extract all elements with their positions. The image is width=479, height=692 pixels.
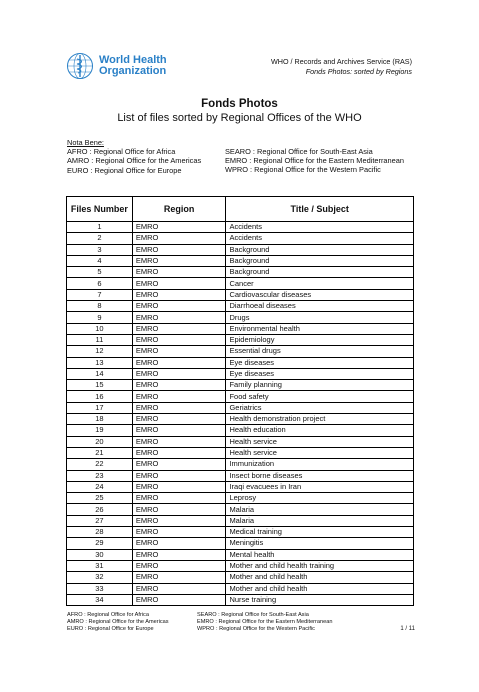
region-cell: EMRO (132, 312, 226, 323)
table-row (67, 334, 414, 345)
table-body (67, 222, 414, 606)
table-row (67, 368, 414, 379)
table-row (67, 538, 414, 549)
region-cell: EMRO (132, 334, 226, 345)
region-cell: EMRO (132, 222, 226, 233)
table-row (67, 244, 414, 255)
region-cell: EMRO (132, 470, 226, 481)
document-subheading: Fonds Photos: sorted by Regions (305, 67, 412, 76)
title-cell: Malaria (226, 504, 414, 515)
title-cell: Iraqi evacuees in Iran (226, 481, 414, 492)
file-number-cell: 19 (67, 425, 133, 436)
org-name-line1: World Health (99, 54, 167, 66)
file-number-cell: 22 (67, 459, 133, 470)
table-row (67, 425, 414, 436)
footer-entry: WPRO : Regional Office for the Western Pacific (197, 626, 315, 632)
region-cell: EMRO (132, 504, 226, 515)
region-cell: EMRO (132, 301, 226, 312)
region-cell: EMRO (132, 391, 226, 402)
file-number-cell: 8 (67, 301, 133, 312)
table-row (67, 493, 414, 504)
file-number-cell: 12 (67, 346, 133, 357)
table-row (67, 481, 414, 492)
title-cell: Malaria (226, 515, 414, 526)
region-cell: EMRO (132, 515, 226, 526)
region-cell: EMRO (132, 346, 226, 357)
file-number-cell: 14 (67, 368, 133, 379)
region-cell: EMRO (132, 323, 226, 334)
table-row (67, 323, 414, 334)
file-number-cell: 23 (67, 470, 133, 481)
file-number-cell: 21 (67, 447, 133, 458)
footer-entry: AFRO : Regional Office for Africa (67, 612, 149, 618)
title-cell: Essential drugs (226, 346, 414, 357)
table-row (67, 267, 414, 278)
file-number-cell: 20 (67, 436, 133, 447)
region-cell: EMRO (132, 368, 226, 379)
who-emblem-icon (66, 52, 94, 80)
title-cell: Eye diseases (226, 368, 414, 379)
title-cell: Cancer (226, 278, 414, 289)
table-row (67, 527, 414, 538)
file-number-cell: 11 (67, 334, 133, 345)
title-cell: Accidents (226, 233, 414, 244)
file-number-cell: 34 (67, 594, 133, 605)
title-cell: Accidents (226, 222, 414, 233)
table-row (67, 357, 414, 368)
region-cell: EMRO (132, 289, 226, 300)
file-number-cell: 4 (67, 255, 133, 266)
title-cell: Insect borne diseases (226, 470, 414, 481)
file-number-cell: 30 (67, 549, 133, 560)
table-row (67, 346, 414, 357)
nota-bene-entry: AFRO : Regional Office for Africa (67, 147, 176, 157)
file-number-cell: 15 (67, 380, 133, 391)
page-title: Fonds Photos (201, 98, 278, 110)
file-number-cell: 32 (67, 572, 133, 583)
title-cell: Medical training (226, 527, 414, 538)
table-row (67, 436, 414, 447)
file-number-cell: 25 (67, 493, 133, 504)
region-cell: EMRO (132, 459, 226, 470)
region-cell: EMRO (132, 572, 226, 583)
header-title: Title / Subject (226, 197, 414, 222)
region-cell: EMRO (132, 527, 226, 538)
org-name-line2: Organization (99, 65, 167, 77)
region-cell: EMRO (132, 493, 226, 504)
region-cell: EMRO (132, 255, 226, 266)
title-cell: Immunization (226, 459, 414, 470)
header-files-number: Files Number (67, 197, 133, 222)
table-row (67, 560, 414, 571)
title-cell: Health education (226, 425, 414, 436)
region-cell: EMRO (132, 380, 226, 391)
region-cell: EMRO (132, 278, 226, 289)
page-subtitle: List of files sorted by Regional Offices of the WHO (117, 112, 362, 124)
title-cell: Meningitis (226, 538, 414, 549)
region-cell: EMRO (132, 414, 226, 425)
file-number-cell: 24 (67, 481, 133, 492)
table-row (67, 222, 414, 233)
footer-legend-left (67, 612, 169, 633)
region-cell: EMRO (132, 244, 226, 255)
nota-bene-entry: EURO : Regional Office for Europe (67, 165, 182, 175)
file-number-cell: 31 (67, 560, 133, 571)
title-cell: Diarrhoeal diseases (226, 301, 414, 312)
title-cell: Mother and child health (226, 572, 414, 583)
file-number-cell: 29 (67, 538, 133, 549)
title-cell: Family planning (226, 380, 414, 391)
title-cell: Leprosy (226, 493, 414, 504)
nota-bene-entry: SEARO : Regional Office for South-East Asia (225, 147, 373, 156)
title-cell: Mother and child health training (226, 560, 414, 571)
table-row (67, 504, 414, 515)
nota-bene-label: Nota Bene: (67, 138, 104, 147)
table-row (67, 301, 414, 312)
file-number-cell: 18 (67, 414, 133, 425)
nota-bene-entry: EMRO : Regional Office for the Eastern Mediterranean (225, 156, 404, 166)
file-number-cell: 27 (67, 515, 133, 526)
table-row (67, 255, 414, 266)
region-cell: EMRO (132, 357, 226, 368)
table-row (67, 233, 414, 244)
table-row (67, 583, 414, 594)
file-number-cell: 33 (67, 583, 133, 594)
table-row (67, 289, 414, 300)
region-cell: EMRO (132, 436, 226, 447)
title-cell: Health service (226, 436, 414, 447)
files-table (66, 196, 414, 606)
table-row (67, 459, 414, 470)
footer-legend-right (197, 612, 332, 633)
service-name: WHO / Records and Archives Service (RAS) (271, 57, 412, 66)
file-number-cell: 3 (67, 244, 133, 255)
who-logo (66, 52, 167, 80)
table-row (67, 391, 414, 402)
file-number-cell: 9 (67, 312, 133, 323)
region-cell: EMRO (132, 583, 226, 594)
region-cell: EMRO (132, 481, 226, 492)
region-cell: EMRO (132, 267, 226, 278)
region-cell: EMRO (132, 402, 226, 413)
nota-bene-entry: AMRO : Regional Office for the Americas (67, 156, 202, 166)
region-cell: EMRO (132, 425, 226, 436)
title-cell: Cardiovascular diseases (226, 289, 414, 300)
region-cell: EMRO (132, 447, 226, 458)
footer-entry: EMRO : Regional Office for the Eastern Mediterranean (197, 619, 333, 625)
document-header (271, 57, 412, 77)
file-number-cell: 10 (67, 323, 133, 334)
nota-bene-entry: WPRO : Regional Office for the Western Pacific (225, 165, 381, 175)
nota-bene-right (225, 147, 404, 175)
file-number-cell: 28 (67, 527, 133, 538)
title-cell: Drugs (226, 312, 414, 323)
title-cell: Background (226, 244, 414, 255)
title-cell: Background (226, 267, 414, 278)
table-row (67, 380, 414, 391)
title-cell: Eye diseases (226, 357, 414, 368)
table-row (67, 470, 414, 481)
file-number-cell: 7 (67, 289, 133, 300)
file-number-cell: 16 (67, 391, 133, 402)
page-number: 1 / 11 (400, 626, 415, 632)
file-number-cell: 13 (67, 357, 133, 368)
title-cell: Health demonstration project (226, 414, 414, 425)
title-cell: Health service (226, 447, 414, 458)
file-number-cell: 2 (67, 233, 133, 244)
region-cell: EMRO (132, 594, 226, 605)
table-row (67, 312, 414, 323)
title-cell: Food safety (226, 391, 414, 402)
table-row (67, 594, 414, 605)
region-cell: EMRO (132, 549, 226, 560)
table-row (67, 414, 414, 425)
table-row (67, 447, 414, 458)
title-cell: Mental health (226, 549, 414, 560)
title-cell: Mother and child health (226, 583, 414, 594)
footer-entry: AMRO : Regional Office for the Americas (67, 619, 169, 625)
file-number-cell: 6 (67, 278, 133, 289)
title-cell: Environmental health (226, 323, 414, 334)
file-number-cell: 17 (67, 402, 133, 413)
nota-bene-left (67, 138, 201, 175)
table-row (67, 402, 414, 413)
region-cell: EMRO (132, 233, 226, 244)
table-header-row (67, 197, 414, 222)
table-row (67, 515, 414, 526)
file-number-cell: 26 (67, 504, 133, 515)
table-row (67, 572, 414, 583)
footer-entry: EURO : Regional Office for Europe (67, 626, 154, 632)
file-number-cell: 1 (67, 222, 133, 233)
footer-entry: SEARO : Regional Office for South-East Asia (197, 612, 309, 618)
title-cell: Background (226, 255, 414, 266)
region-cell: EMRO (132, 538, 226, 549)
title-cell: Geriatrics (226, 402, 414, 413)
region-cell: EMRO (132, 560, 226, 571)
file-number-cell: 5 (67, 267, 133, 278)
table-row (67, 278, 414, 289)
title-cell: Epidemiology (226, 334, 414, 345)
table-row (67, 549, 414, 560)
title-cell: Nurse training (226, 594, 414, 605)
header-region: Region (132, 197, 226, 222)
